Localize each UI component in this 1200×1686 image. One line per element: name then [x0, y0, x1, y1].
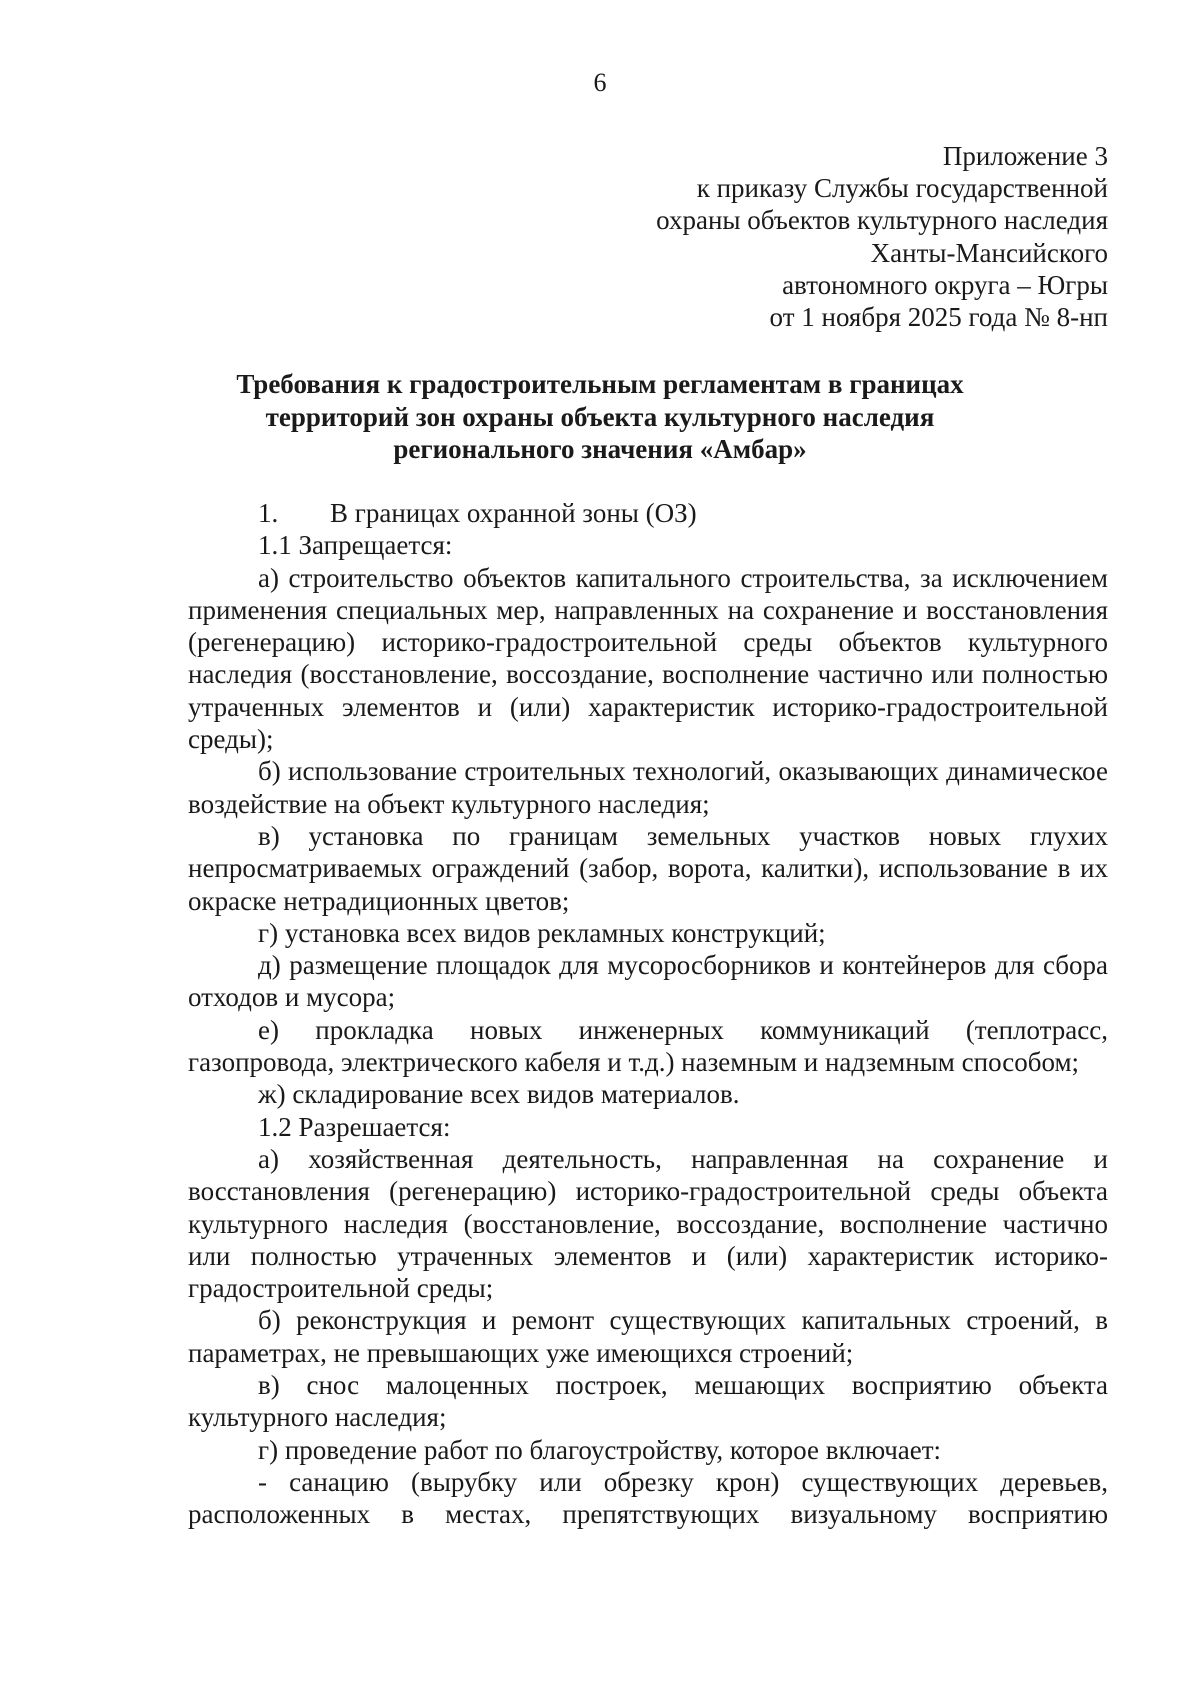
- list-item: ж) складирование всех видов материалов.: [258, 1079, 740, 1110]
- list-item: г) проведение работ по благоустройству, которое включает:: [258, 1434, 942, 1465]
- section-heading-text: В границах охранной зоны (ОЗ): [330, 498, 697, 528]
- section-heading: [258, 497, 1108, 529]
- header-line: Ханты-Мансийского: [870, 237, 1108, 268]
- list-item: б) использование строительных технологий, оказывающих динамическое воздействие на объект культурного наследия;: [188, 756, 1108, 819]
- list-item: г) установка всех видов рекламных конструкций;: [258, 917, 826, 948]
- list-item: а) хозяйственная деятельность, направленная на сохранение и восстановления (регенерацию) историко-градостроительной среды объекта культурного наследия (восстановление, воссоздание, восполнение частично или полностью утраченных элементов и (или) характеристик историко-градостроительной среды;: [188, 1143, 1108, 1304]
- subsection-heading: 1.2 Разрешается:: [258, 1111, 451, 1142]
- list-item: а) строительство объектов капитального строительства, за исключением применения специальных мер, направленных на сохранение и восстановления (регенерацию) историко-градостроительной среды объектов культурного наследия (восстановление, воссоздание, восполнение частично или полностью утраченных элементов и (или) характеристик историко-градостроительной среды);: [188, 562, 1108, 755]
- header-line: к приказу Службы государственной: [696, 173, 1108, 204]
- page-number: 6: [593, 68, 607, 97]
- document-title: [0, 368, 1200, 466]
- list-item: б) реконструкция и ремонт существующих капитальных строений, в параметрах, не превышающих уже имеющихся строений;: [188, 1305, 1108, 1368]
- title-line: Требования к градостроительным регламентам в границах: [236, 369, 964, 399]
- section-number: 1.: [258, 498, 279, 528]
- list-item: - санацию (вырубку или обрезку крон) существующих деревьев, расположенных в местах, препятствующих визуальному восприятию: [188, 1466, 1108, 1530]
- appendix-header: [656, 140, 1108, 333]
- header-line: Приложение 3: [942, 141, 1108, 171]
- header-line: автономного округа – Югры: [782, 269, 1108, 300]
- list-item: д) размещение площадок для мусоросборников и контейнеров для сбора отходов и мусора;: [188, 950, 1108, 1013]
- header-line: охраны объектов культурного наследия: [656, 205, 1108, 236]
- title-line: территорий зон охраны объекта культурного наследия: [265, 401, 935, 432]
- list-item: в) установка по границам земельных участков новых глухих непросматриваемых ограждений (забор, ворота, калитки), использование в их окраске нетрадиционных цветов;: [188, 820, 1108, 916]
- list-item: в) снос малоценных построек, мешающих восприятию объекта культурного наследия;: [188, 1370, 1108, 1433]
- header-line: от 1 ноября 2025 года № 8-нп: [769, 302, 1108, 333]
- document-body: [188, 497, 1108, 1531]
- list-item: е) прокладка новых инженерных коммуникаций (теплотрасс, газопровода, электрического кабеля и т.д.) наземным и надземным способом;: [188, 1014, 1108, 1078]
- title-line: регионального значения «Амбар»: [393, 434, 807, 464]
- subsection-heading: 1.1 Запрещается:: [258, 530, 453, 561]
